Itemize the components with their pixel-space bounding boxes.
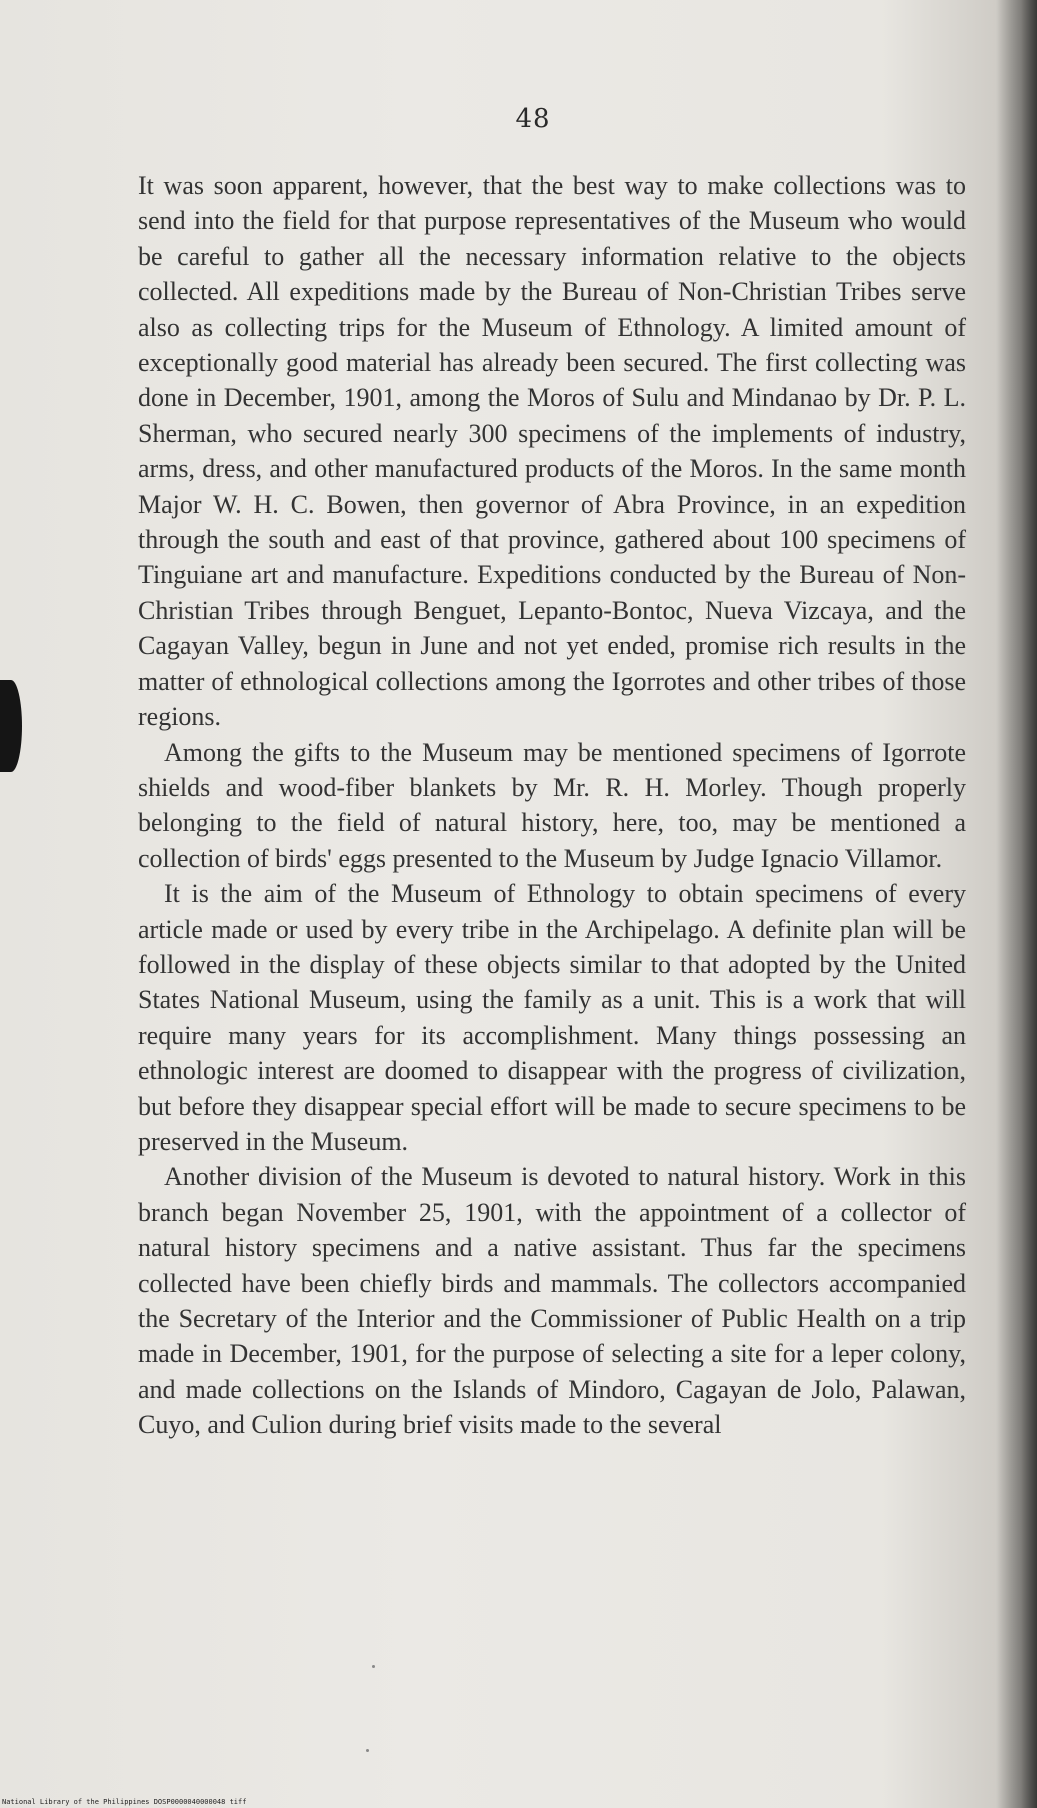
paragraph-4: Another division of the Museum is devoted to natural history. Work in this branch began November 25, 1901, with the appointment of a collector of natural history specimens and a native assistant. Thus far the specimens collected have been chiefly birds and mammals. The collectors accompanied the Secretary of the Interior and the Commissioner of Public Health on a trip made in December, 1901, for the purpose of selecting a site for a leper colony, and made collections on the Islands of Mindoro, Cagayan de Jolo, Palawan, Cuyo, and Culion during brief visits made to the several — [138, 1162, 966, 1440]
paragraph-1: It was soon apparent, however, that the best way to make collections was to send into the field for that purpose representatives of the Museum who would be careful to gather all the necessary information relative to the objects collected. All expeditions made by the Bureau of Non-Christian Tribes serve also as collecting trips for the Museum of Ethnology. A limited amount of exceptionally good material has already been secured. The first collecting was done in December, 1901, among the Moros of Sulu and Mindanao by Dr. P. L. Sherman, who secured nearly 300 specimens of the implements of industry, arms, dress, and other manufactured products of the Moros. In the same month Major W. H. C. Bowen, then governor of Abra Province, in an expedition through the south and east of that province, gathered about 100 specimens of Tinguiane art and manufacture. Expeditions conducted by the Bureau of Non-Christian Tribes through Benguet, Lepanto-Bontoc, Nueva Vizcaya, and the Cagayan Valley, begun in June and not yet ended, promise rich results in the matter of ethnological collections among the Igorrotes and other tribes of those regions. — [138, 171, 966, 732]
page-number: 48 — [515, 104, 551, 134]
binding-shadow — [997, 0, 1037, 1808]
scan-speck — [366, 1749, 369, 1752]
paragraph-2: Among the gifts to the Museum may be mentioned specimens of Igorrote shields and wood-fiber blankets by Mr. R. H. Morley. Though properly belonging to the field of natural history, here, too, may be mentioned a collection of birds' eggs presented to the Museum by Judge Ignacio Villamor. — [138, 737, 966, 873]
body-text — [138, 168, 966, 1443]
scan-speck — [372, 1665, 375, 1668]
scan-footer-label: National Library of the Philippines DOSP0000040000048 tiff — [2, 1798, 247, 1806]
paragraph-3: It is the aim of the Museum of Ethnology to obtain specimens of every article made or used by every tribe in the Archipelago. A definite plan will be followed in the display of these objects similar to that adopted by the United States National Museum, using the family as a unit. This is a work that will require many years for its accomplishment. Many things possessing an ethnologic interest are doomed to disappear with the progress of civilization, but before they disappear special effort will be made to secure specimens to be preserved in the Museum. — [138, 879, 966, 1156]
binding-mark — [0, 680, 22, 772]
